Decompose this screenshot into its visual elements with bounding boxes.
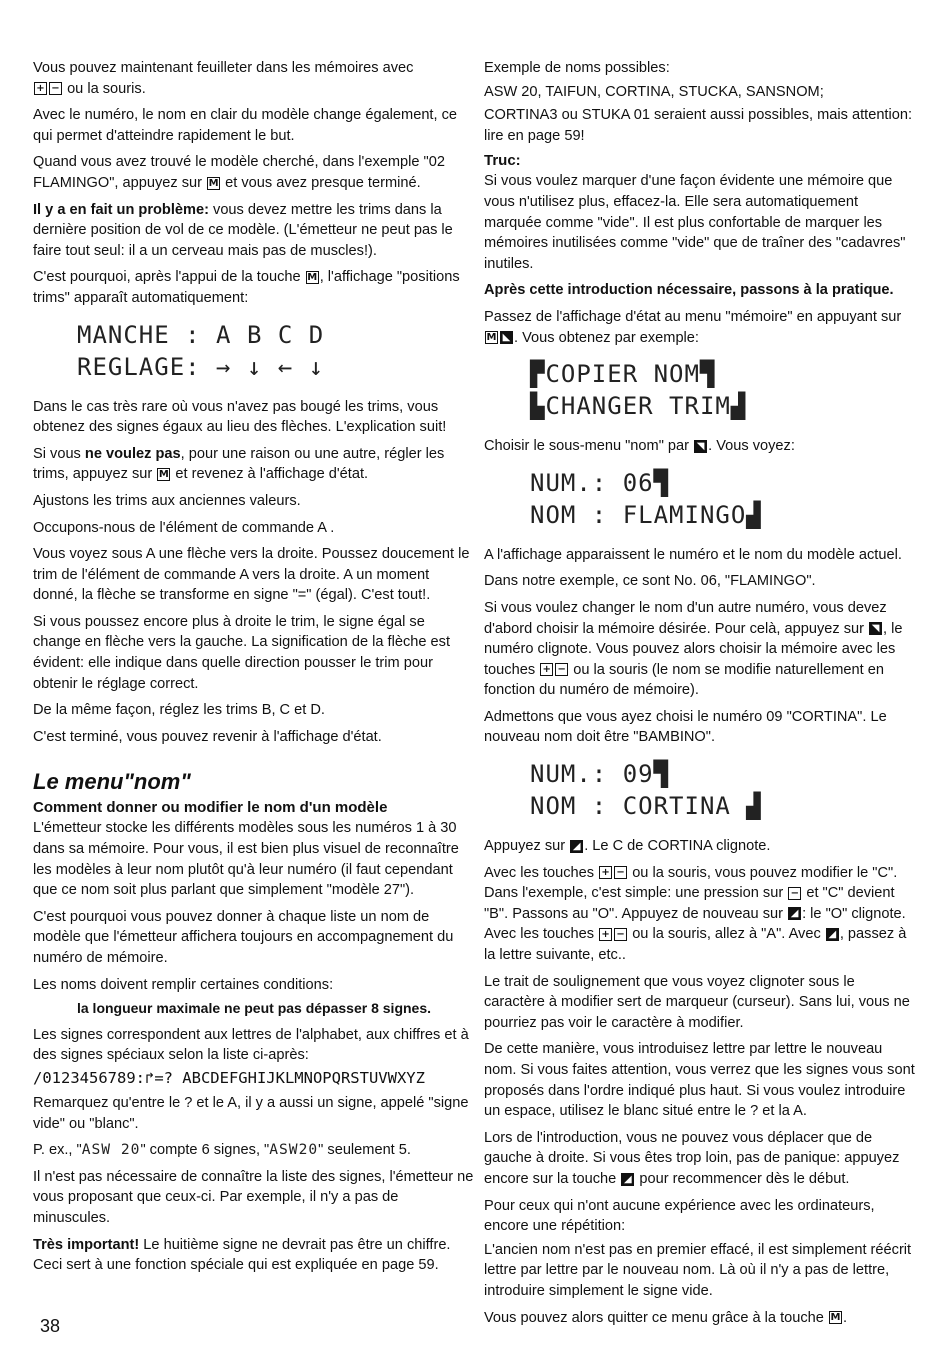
m-key-icon: M	[830, 1312, 841, 1324]
paragraph: Très important! Le huitième signe ne devrait pas être un chiffre. Ceci sert à une fonction spéciale qui est expliquée en page 59.	[33, 1236, 451, 1274]
minus-key-icon: −	[614, 866, 627, 879]
lcd-inline: ASW20	[269, 1141, 319, 1159]
paragraph: Lors de l'introduction, vous ne pouvez vous déplacer que de gauche à droite. Si vous êtes trop loin, pas de panique: appuyez encore sur la touche ◢ pour recommencer dès le début.	[484, 1129, 900, 1187]
paragraph: De cette manière, vous introduisez lettre par lettre le nouveau nom. Si vous faites attention, vous verrez que les signes vous sont proposés dans l'ordre indiqué plus haut. Si vous voulez introduire un espace, utilisez le blanc situé entre le ? et la A.	[484, 1041, 915, 1120]
paragraph: Si vous poussez encore plus à droite le trim, le signe égal se change en flèche vers la gauche. La signification de la flèche est évident: elle indique dans quelle direction pousser le trim pour obtenir le réglage correct.	[33, 613, 451, 692]
plus-key-icon: +	[599, 928, 612, 941]
m-key-icon: M	[158, 468, 169, 480]
paragraph: Appuyez sur ◢ . Le C de CORTINA clignote.	[484, 838, 771, 855]
length-rule: la longueur maximale ne peut pas dépasser 8 signes.	[76, 1000, 432, 1017]
paragraph: Exemple de noms possibles:	[484, 60, 670, 76]
cursor-key-icon: ◢	[788, 907, 801, 920]
paragraph: Choisir le sous-menu "nom" par ◥ . Vous voyez:	[484, 438, 795, 455]
cursor-key-icon: ◢	[570, 840, 583, 853]
paragraph: Si vous ne voulez pas, pour une raison ou une autre, régler les trims, appuyez sur M et revenez à l'affichage d'état.	[33, 445, 445, 483]
paragraph: Ajustons les trims aux anciennes valeurs.	[33, 492, 301, 509]
paragraph: Remarquez qu'entre le ? et le A, il y a aussi un signe, appelé "signe vide" ou "blanc".	[33, 1094, 469, 1132]
paragraph: Occupons-nous de l'élément de commande A .	[33, 519, 335, 536]
paragraph: Admettons que vous ayez choisi le numéro 09 "CORTINA". Le nouveau nom doit être "BAMBINO".	[484, 708, 887, 746]
paragraph: ASW 20, TAIFUN, CORTINA, STUCKA, SANSNOM;	[484, 83, 824, 100]
lcd-line: NOM : CORTINA ▟	[530, 792, 762, 821]
paragraph: Avec le numéro, le nom en clair du modèle change également, ce qui permet d'atteindre rapidement le but.	[33, 107, 458, 144]
paragraph: C'est terminé, vous pouvez revenir à l'affichage d'état.	[33, 728, 382, 745]
lcd-inline: ASW 20	[81, 1141, 141, 1159]
paragraph: Pour ceux qui n'ont aucune expérience avec les ordinateurs, encore une répétition:	[484, 1197, 875, 1235]
paragraph: Il n'est pas nécessaire de connaître la liste des signes, l'émetteur ne vous proposant que ceux-ci. Par exemple, il n'y a pas de minuscules.	[33, 1168, 474, 1226]
lcd-display-name-flamingo	[530, 467, 916, 531]
m-key-icon: M	[208, 177, 219, 189]
paragraph: P. ex., "ASW 20" compte 6 signes, "ASW20" seulement 5.	[33, 1141, 411, 1159]
lcd-display-trims	[77, 319, 475, 383]
paragraph: Quand vous avez trouvé le modèle cherché, dans l'exemple "02 FLAMINGO", appuyez sur M et vous avez presque terminé.	[33, 154, 445, 191]
lcd-line: NOM : FLAMINGO▟	[530, 500, 762, 529]
paragraph: L'ancien nom n'est pas en premier effacé, il est simplement réécrit lettre par lettre par le nouveau nom. Là où il n'y a pas de lettre, introduire simplement le signe vide.	[484, 1241, 912, 1299]
paragraph: Dans le cas très rare où vous n'avez pas bougé les trims, vous obtenez des signes égaux au lieu des flèches. L'explication suit!	[33, 398, 447, 436]
paragraph: Passez de l'affichage d'état au menu "mémoire" en appuyant sur M ◣ . Vous obtenez par exemple:	[484, 308, 902, 346]
lcd-display-name-cortina	[530, 758, 916, 822]
lcd-line: ▛COPIER NOM▜	[530, 360, 716, 389]
lcd-line: ▙CHANGER TRIM▟	[530, 392, 747, 421]
lcd-line: NUM.: 06▜	[530, 468, 670, 497]
tip-label: Truc:	[484, 152, 521, 170]
paragraph: Dans notre exemple, ce sont No. 06, "FLAMINGO".	[484, 573, 816, 590]
paragraph: CORTINA3 ou STUKA 01 seraient aussi possibles, mais attention: lire en page 59!	[484, 107, 913, 144]
minus-key-icon: −	[49, 82, 62, 95]
paragraph: Les signes correspondent aux lettres de l'alphabet, aux chiffres et à des signes spéciaux selon la liste ci-après:	[33, 1026, 469, 1064]
paragraph: De la même façon, réglez les trims B, C et D.	[33, 702, 325, 719]
paragraph: Les noms doivent remplir certaines conditions:	[33, 976, 334, 993]
plus-key-icon: +	[34, 82, 47, 95]
minus-key-icon: −	[788, 887, 801, 900]
paragraph: Vous pouvez maintenant feuilleter dans les mémoires avec + − ou la souris.	[33, 60, 414, 97]
paragraph: Vous pouvez alors quitter ce menu grâce à la touche M .	[484, 1309, 848, 1326]
character-set: /0123456789:↱=? ABCDEFGHIJKLMNOPQRSTUVWXYZ	[33, 1068, 425, 1087]
paragraph: A l'affichage apparaissent le numéro et le nom du modèle actuel.	[484, 546, 902, 563]
plus-key-icon: +	[599, 866, 612, 879]
paragraph: Il y a en fait un problème: vous devez mettre les trims dans la dernière position de vol de ce modèle. (L'émetteur ne peut pas le faire tout seul: il a un cerveau mais pas de muscles!).	[33, 201, 453, 259]
left-column	[33, 58, 475, 1282]
paragraph: Si vous voulez marquer d'une façon évidente une mémoire que vous n'utilisez plus, effacez-la. Elle sera automatiquement marquée comme "vide". Il est plus confortable de marquer les mémoires inutilisées comme "vide" que de traîner des "cadavres" inutiles.	[484, 173, 906, 272]
paragraph: C'est pourquoi, après l'appui de la touche M , l'affichage "positions trims" apparaît automatiquement:	[33, 269, 460, 306]
select-key-icon: ◥	[869, 622, 882, 635]
paragraph: Si vous voulez changer le nom d'un autre numéro, vous devez d'abord choisir la mémoire désirée. Pour celà, appuyez sur ◥ , le numéro clignote. Vous pouvez alors choisir la mémoire avec les touches + − ou la souris (le nom se modifie naturellement en fonction du numéro de mémoire).	[484, 599, 903, 699]
paragraph: Avec les touches + − ou la souris, vous pouvez modifier le "C". Dans l'exemple, c'est simple: une pression sur − et "C" devient "B". Passons au "O". Appuyez de nouveau sur ◢ : le "O" clignote. Avec les touches + − ou la souris, allez à "A". Avec ◢ , passez à la lettre suivante, etc..	[484, 864, 907, 964]
lcd-line: NUM.: 09▜	[530, 760, 670, 789]
lcd-line: MANCHE : A B C D	[77, 320, 325, 349]
page-number: 38	[40, 1316, 61, 1336]
paragraph: L'émetteur stocke les différents modèles sous les numéros 1 à 30 dans sa mémoire. Pour vous, il est bien plus visuel de reconnaître les modèles à leur nom plutôt qu'à leur numéro (il faut cependant que ce nom soit plus parlant que simplement "modèle 27").	[33, 820, 459, 899]
right-column	[484, 58, 916, 1334]
minus-key-icon: −	[555, 663, 568, 676]
cursor-key-icon: ◢	[621, 1173, 634, 1186]
m-key-icon: M	[486, 332, 497, 344]
enter-key-icon: ◣	[500, 331, 513, 344]
m-key-icon: M	[307, 271, 318, 283]
paragraph: C'est pourquoi vous pouvez donner à chaque liste un nom de modèle que l'émetteur affichera toujours en accompagnement du numéro de mémoire.	[33, 908, 454, 966]
lcd-line: REGLAGE: → ↓ ← ↓	[77, 352, 325, 381]
cursor-key-icon: ◢	[826, 928, 839, 941]
minus-key-icon: −	[614, 928, 627, 941]
paragraph: Après cette introduction nécessaire, passons à la pratique.	[484, 282, 894, 299]
section-heading: Le menu"nom"	[33, 769, 191, 795]
plus-key-icon: +	[540, 663, 553, 676]
select-key-icon: ◥	[694, 440, 707, 453]
paragraph: Vous voyez sous A une flèche vers la droite. Poussez doucement le trim de l'élément de commande A vers la droite. A un moment donné, la flèche se transforme en signe "=" (égal). C'est tout!.	[33, 546, 470, 604]
lcd-display-memory-menu	[530, 358, 916, 422]
section-subheading: Comment donner ou modifier le nom d'un modèle	[33, 799, 388, 817]
paragraph: Le trait de soulignement que vous voyez clignoter sous le caractère à modifier sert de marqueur (curseur). Sans lui, vous ne pourriez pas voir le caractère à modifier.	[484, 973, 910, 1031]
